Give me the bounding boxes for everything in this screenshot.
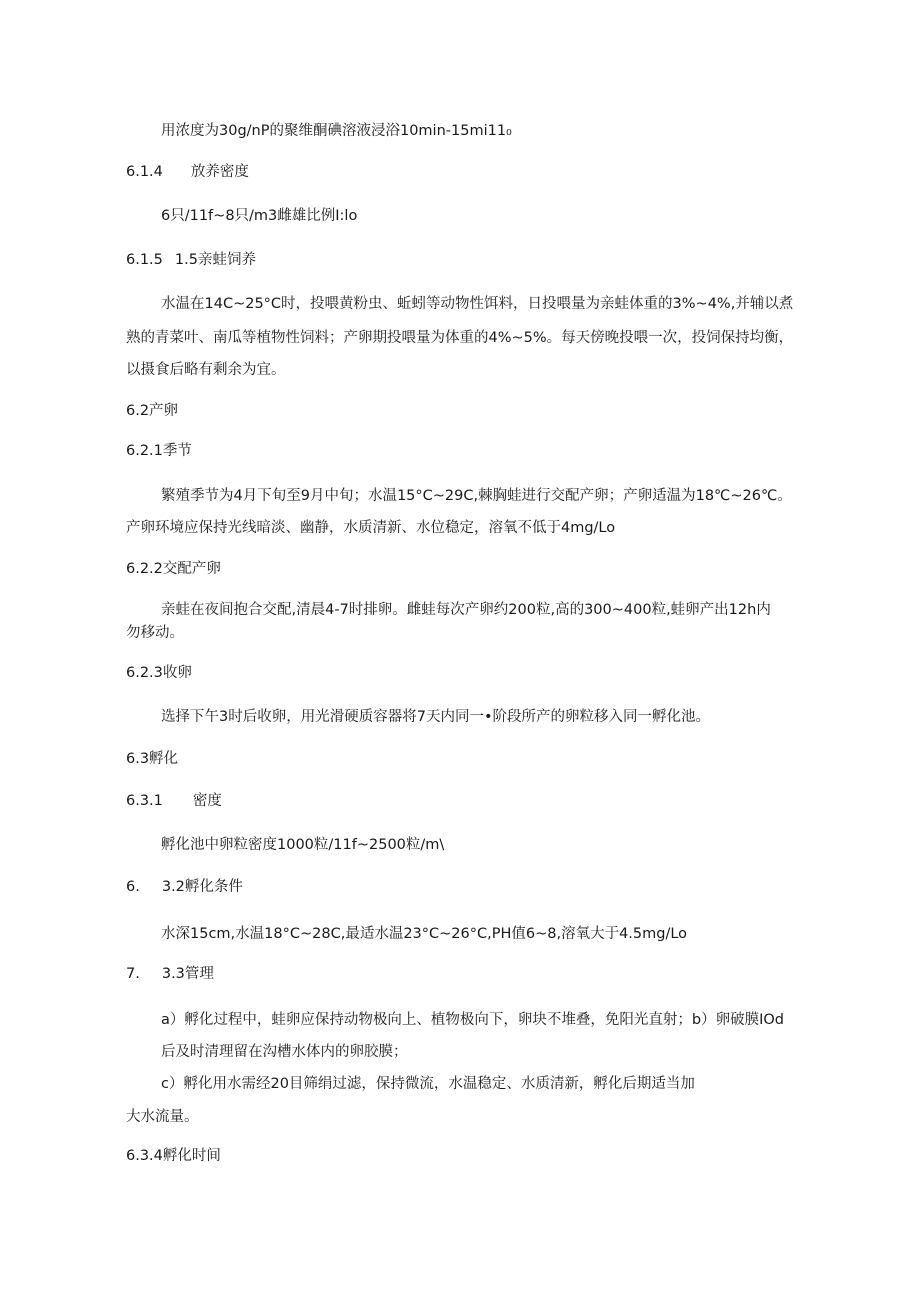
heading-6-3-3 (126, 964, 214, 984)
paragraph-feeding-line-3: 以摄食后略有剩余为宜。 (126, 362, 286, 378)
heading-6-2-1: 6.2.1季节 (126, 443, 192, 459)
paragraph-feeding-line-1: 水温在14C~25°C时，投喂黄粉虫、蚯蚓等动物性饵料，日投喂量为亲蛙体重的3%~4%,并辅以煮 (161, 296, 794, 312)
heading-6-2-2: 6.2.2交配产卵 (126, 561, 221, 577)
section-number: 7. (126, 966, 140, 982)
heading-6-3-1 (126, 791, 222, 811)
section-number: 6.3.1 (126, 793, 163, 809)
heading-6-1-5 (126, 250, 256, 270)
section-title: 3.2孵化条件 (161, 879, 243, 895)
paragraph-stocking-density: 6只/11f~8只/m3雌雄比例I:lo (161, 208, 358, 224)
paragraph-disinfection: 用浓度为30g/nP的聚维酮碘溶液浸浴10min-15mi11₀ (161, 123, 512, 139)
section-number: 6. (126, 879, 140, 895)
paragraph-season-line-2: 产卵环境应保持光线暗淡、幽静，水质清新、水位稳定，溶氧不低于4mg/Lo (126, 520, 616, 536)
paragraph-hatching-conditions: 水深15cm,水温18°C~28C,最适水温23°C~26°C,PH值6~8,溶氧大于4.5mg/Lo (161, 926, 688, 942)
heading-6-1-4 (126, 162, 249, 182)
paragraph-season-line-1: 繁殖季节为4月下旬至9月中旬；水温15°C~29C,棘胸蛙进行交配产卵；产卵适温为18℃~26℃。 (161, 488, 792, 504)
heading-6-2: 6.2产卵 (126, 403, 179, 419)
section-number: 6.1.5 (126, 252, 163, 268)
paragraph-management-line-4: 大水流量。 (126, 1109, 199, 1125)
paragraph-hatching-density: 孵化池中卵粒密度1000粒/11f~2500粒/m\ (161, 837, 445, 853)
section-title: 1.5亲蛙饲养 (174, 252, 256, 268)
heading-6-3: 6.3孵化 (126, 751, 179, 767)
section-title: 密度 (192, 793, 222, 809)
paragraph-feeding-line-2: 熟的青菜叶、南瓜等植物性饲料；产卵期投喂量为体重的4%~5%。每天傍晚投喂一次，投饲保持均衡， (126, 330, 794, 346)
paragraph-egg-collection: 选择下午3时后收卵，用光滑硬质容器将7天内同一•阶段所产的卵粒移入同一孵化池。 (161, 709, 711, 725)
section-title: 放养密度 (190, 164, 249, 180)
paragraph-mating-line-1: 亲蛙在夜间抱合交配,清晨4-7时排卵。雌蛙每次产卵约200粒,高的300~400粒,蛙卵产出12h内 (161, 602, 771, 618)
paragraph-mating-line-2: 勿移动。 (126, 625, 184, 641)
heading-6-2-3: 6.2.3收卵 (126, 665, 192, 681)
paragraph-management-line-2: 后及时清理留在沟槽水体内的卵胶膜； (161, 1044, 408, 1060)
heading-6-3-2 (126, 877, 243, 897)
paragraph-management-line-3: c）孵化用水需经20目筛绢过滤，保持微流，水温稳定、水质清新，孵化后期适当加 (161, 1076, 695, 1092)
paragraph-management-line-1: a）孵化过程中，蛙卵应保持动物极向上、植物极向下，卵块不堆叠，免阳光直射；b）卵破膜IOd (161, 1012, 784, 1028)
section-number: 6.1.4 (126, 164, 163, 180)
section-title: 3.3管理 (161, 966, 214, 982)
heading-6-3-4: 6.3.4孵化时间 (126, 1148, 221, 1164)
